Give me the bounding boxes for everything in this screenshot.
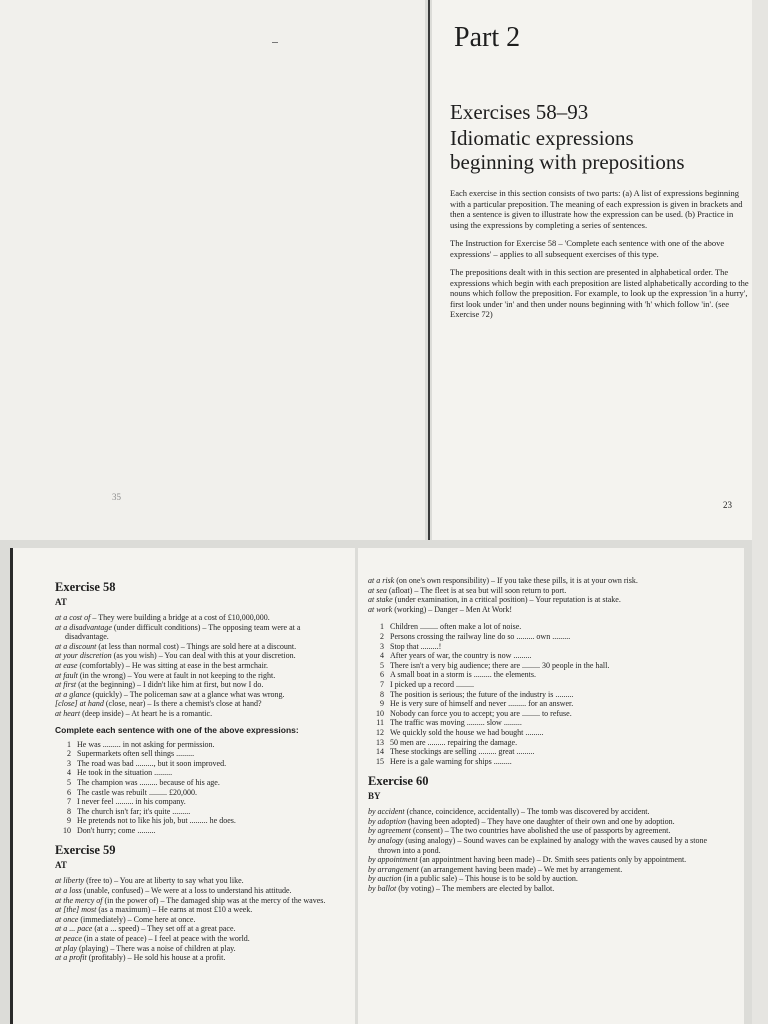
exercise-sentence xyxy=(368,632,708,642)
expression-definition: (on one's own responsibility) – If you take these pills, it is at your own risk. xyxy=(394,576,638,585)
exercise-range: Exercises 58–93 xyxy=(450,100,589,124)
expression-definition: (under difficult conditions) – The opposing team were at a disadvantage. xyxy=(65,622,301,642)
sentence-text: The church isn't far; it's quite ......... xyxy=(77,806,191,816)
expression-entry xyxy=(55,905,345,915)
expression-phrase: at heart xyxy=(55,708,81,718)
expression-definition: (unable, confused) – We were at a loss to understand his attitude. xyxy=(81,886,292,896)
expression-entry xyxy=(368,586,708,596)
expression-phrase: by ballot xyxy=(368,884,397,894)
expression-definition: (using analogy) – Sound waves can be explained by analogy with the waves caused by a stone thrown into a pond. xyxy=(378,836,708,855)
sentence-number: 8 xyxy=(67,806,71,816)
intro-paragraph-1: Each exercise in this section consists of two parts: (a) A list of expressions beginning with a particular preposition. The meaning of each expression is given in brackets and then a sentence is given to illustrate how the expression can be used. (b) Practice in using the expressions by completing a series of sentences. xyxy=(450,188,743,230)
sentence-text: He pretends not to like his job, but ......... he does. xyxy=(77,816,236,826)
sentence-text: The champion was ......... because of his age. xyxy=(77,777,220,787)
sentence-text: Persons crossing the railway line do so ......... own ......... xyxy=(390,631,571,641)
sentence-text: He was ......... in not asking for permission. xyxy=(77,739,215,749)
page-mark xyxy=(272,42,278,43)
sentence-number: 6 xyxy=(380,670,384,680)
expression-entry xyxy=(55,934,345,944)
expression-entry xyxy=(368,855,708,865)
expression-definition: (consent) – The two countries have abolished the use of passports by agreement. xyxy=(411,826,671,836)
sentence-number: 4 xyxy=(380,651,384,661)
sentence-number: 10 xyxy=(63,825,71,835)
exercise-sentence xyxy=(368,622,708,632)
expression-entry xyxy=(368,817,708,827)
sentence-text: Here is a gale warning for ships ......... xyxy=(390,756,512,766)
expression-entry xyxy=(368,826,708,836)
heading-line-2: beginning with prepositions xyxy=(450,150,685,174)
expression-phrase: by appointment xyxy=(368,855,418,865)
exercise-59-sentences xyxy=(368,622,708,766)
sentence-text: These stockings are selling ......... great ......... xyxy=(390,747,535,757)
sentence-number: 13 xyxy=(376,737,384,747)
expression-phrase: at a disadvantage xyxy=(55,622,112,632)
expression-entry xyxy=(55,896,345,906)
sentence-number: 9 xyxy=(67,816,71,826)
sentence-number: 3 xyxy=(380,641,384,651)
intro-text xyxy=(450,188,750,328)
exercise-58-preposition: AT xyxy=(55,597,67,607)
expression-definition: (in the power of) – The damaged ship was at the mercy of the waves. xyxy=(102,895,326,905)
sentence-number: 7 xyxy=(380,679,384,689)
expression-phrase: at play xyxy=(55,943,77,953)
exercise-sentence xyxy=(368,642,708,652)
expression-definition: (in a state of peace) – I feel at peace with the world. xyxy=(81,934,250,944)
heading-line-1: Idiomatic expressions xyxy=(450,126,634,150)
section-heading xyxy=(450,126,685,174)
exercise-58-instruction: Complete each sentence with one of the above expressions: xyxy=(55,724,299,735)
expression-phrase: at first xyxy=(55,680,77,690)
sentence-number: 8 xyxy=(380,689,384,699)
expression-phrase: at a risk xyxy=(368,576,395,585)
exercise-sentence xyxy=(55,768,345,778)
exercise-sentence xyxy=(55,816,345,826)
sentence-text: He is very sure of himself and never ......... for an answer. xyxy=(390,699,574,709)
sentence-number: 15 xyxy=(376,756,384,766)
expression-definition: (deep inside) – At heart he is a romantic. xyxy=(80,708,213,718)
exercise-sentence xyxy=(368,747,708,757)
expression-entry xyxy=(55,886,345,896)
intro-paragraph-2: The Instruction for Exercise 58 – 'Complete each sentence with one of the above expressions' – applies to all subsequent exercises of this type. xyxy=(450,238,725,259)
expression-entry xyxy=(55,661,345,671)
exercise-sentence xyxy=(368,690,708,700)
exercise-sentence xyxy=(55,788,345,798)
expression-entry xyxy=(55,613,345,623)
exercise-60-title: Exercise 60 xyxy=(368,774,429,789)
exercise-sentence xyxy=(55,740,345,750)
expression-definition: (chance, coincidence, accidentally) – The tomb was discovered by accident. xyxy=(404,807,650,817)
expression-phrase: at the mercy of xyxy=(55,895,103,905)
sentence-number: 10 xyxy=(376,708,384,718)
exercise-sentence xyxy=(55,778,345,788)
sentence-text: Children ......... often make a lot of noise. xyxy=(390,622,522,632)
exercise-page-right xyxy=(358,548,744,1024)
expression-entry xyxy=(368,874,708,884)
expression-entry xyxy=(368,576,708,586)
sentence-number: 2 xyxy=(380,631,384,641)
expression-definition: (playing) – There was a noise of children at play. xyxy=(77,943,236,953)
exercise-59-preposition: AT xyxy=(55,860,67,871)
exercise-sentence xyxy=(368,651,708,661)
sentence-text: There isn't a very big audience; there are ......... 30 people in the hall. xyxy=(390,660,610,670)
expression-phrase: by auction xyxy=(368,874,402,884)
expression-entry xyxy=(55,953,345,963)
expression-phrase: by agreement xyxy=(368,826,412,836)
expression-entry xyxy=(55,709,345,719)
expression-definition: (at a ... speed) – They set off at a great pace. xyxy=(92,924,236,934)
expression-phrase: at fault xyxy=(55,670,78,680)
expression-definition: (an arrangement having been made) – We met by arrangement. xyxy=(418,864,623,874)
expression-phrase: at a loss xyxy=(55,886,82,896)
sentence-text: I never feel ......... in his company. xyxy=(77,797,186,807)
sentence-text: 50 men are ......... repairing the damage. xyxy=(390,737,518,747)
expression-phrase: at a cost of xyxy=(55,613,91,622)
expression-definition: (profitably) – He sold his house at a profit. xyxy=(86,953,226,963)
expression-phrase: at work xyxy=(368,604,393,614)
expression-definition: (immediately) – Come here at once. xyxy=(78,914,196,924)
expression-definition: – They were building a bridge at a cost of £10,000,000. xyxy=(90,613,270,622)
sentence-text: Stop that .........! xyxy=(390,641,442,651)
expression-definition: (free to) – You are at liberty to say what you like. xyxy=(84,876,244,886)
expression-phrase: at your discretion xyxy=(55,651,112,661)
exercise-sentence xyxy=(55,826,345,836)
expression-phrase: at liberty xyxy=(55,876,85,886)
exercise-sentence xyxy=(368,718,708,728)
expression-phrase: at a profit xyxy=(55,953,87,963)
sentence-text: The position is serious; the future of the industry is ......... xyxy=(390,689,574,699)
expression-definition: (by voting) – The members are elected by ballot. xyxy=(396,884,555,894)
expression-definition: (under examination, in a critical position) – Your reputation is at stake. xyxy=(392,595,621,605)
part-title: Part 2 xyxy=(454,22,521,53)
sentence-number: 6 xyxy=(67,787,71,797)
sentence-number: 11 xyxy=(376,718,384,728)
expression-phrase: at sea xyxy=(368,585,387,595)
expression-phrase: at [the] most xyxy=(55,905,97,915)
exercise-59-expressions xyxy=(55,876,345,962)
exercise-58-expressions xyxy=(55,613,345,719)
exercise-59-title: Exercise 59 xyxy=(55,843,116,858)
expression-definition: (at the beginning) – I didn't like him at first, but now I do. xyxy=(76,680,264,690)
expression-definition: (in a public sale) – This house is to be sold by auction. xyxy=(401,874,578,884)
expression-definition: (quickly) – The policeman saw at a glance what was wrong. xyxy=(90,689,285,699)
intro-paragraph-3: The prepositions dealt with in this section are presented in alphabetical order. The expressions which begin with each preposition are listed alphabetically according to the nouns which follow the preposition. For example, to look up the expression 'in a hurry', first look under 'in' and then under nouns beginning with 'h' which follow 'in'. (see Exercise 72) xyxy=(450,267,749,319)
expression-phrase: by arrangement xyxy=(368,864,419,874)
sentence-text: We quickly sold the house we had bought ......... xyxy=(390,727,544,737)
expression-phrase: at a glance xyxy=(55,689,91,699)
expression-definition: (having been adopted) – They have one daughter of their own and one by adoption. xyxy=(406,816,675,826)
sentence-number: 5 xyxy=(67,777,71,787)
expression-entry xyxy=(55,642,345,652)
exercise-sentence xyxy=(55,807,345,817)
exercise-sentence xyxy=(368,699,708,709)
sentence-text: A small boat in a storm is ......... the elements. xyxy=(390,670,536,680)
sentence-number: 5 xyxy=(380,660,384,670)
exercise-sentence xyxy=(368,670,708,680)
exercise-page-left xyxy=(10,548,355,1024)
expression-phrase: at peace xyxy=(55,934,82,944)
page-number: 23 xyxy=(723,500,732,510)
expression-entry xyxy=(55,651,345,661)
exercise-sentence xyxy=(368,757,708,767)
exercise-60-preposition: BY xyxy=(368,791,381,802)
expression-definition: (close, near) – Is there a chemist's close at hand? xyxy=(103,699,262,709)
expression-entry xyxy=(55,690,345,700)
exercise-sentence xyxy=(55,749,345,759)
expression-definition: (as you wish) – You can deal with this at your discretion. xyxy=(111,651,296,661)
expression-definition: (working) – Danger – Men At Work! xyxy=(392,604,513,614)
sentence-number: 14 xyxy=(376,747,384,757)
expression-phrase: at a ... pace xyxy=(55,924,93,934)
expression-entry xyxy=(55,915,345,925)
expression-definition: (as a maximum) – He earns at most £10 a week. xyxy=(96,905,253,915)
exercise-sentence xyxy=(368,661,708,671)
exercise-column-left xyxy=(55,580,345,963)
expression-entry xyxy=(368,865,708,875)
exercise-sentence xyxy=(368,709,708,719)
exercise-sentence xyxy=(55,797,345,807)
expression-entry xyxy=(55,671,345,681)
exercise-sentence xyxy=(368,728,708,738)
sentence-text: I picked up a record ......... xyxy=(390,679,474,689)
sentence-number: 1 xyxy=(380,622,384,632)
expression-entry xyxy=(368,884,708,894)
sentence-number: 12 xyxy=(376,727,384,737)
expression-entry xyxy=(368,605,708,615)
exercise-58-title: Exercise 58 xyxy=(55,580,116,594)
expression-phrase: at once xyxy=(55,914,79,924)
expression-definition: (afloat) – The fleet is at sea but will soon return to port. xyxy=(386,585,567,595)
sentence-text: Nobody can force you to accept; you are ......... to refuse. xyxy=(390,708,572,718)
exercise-column-right xyxy=(368,576,708,894)
exercise-sentence xyxy=(55,759,345,769)
sentence-number: 1 xyxy=(67,739,71,749)
expression-entry xyxy=(368,807,708,817)
expression-phrase: by accident xyxy=(368,807,405,817)
exercise-sentence xyxy=(368,738,708,748)
part-intro-page xyxy=(432,0,752,540)
expression-entry xyxy=(55,623,345,642)
sentence-text: The road was bad ........., but it soon improved. xyxy=(77,758,227,768)
sentence-text: Don't hurry; come ......... xyxy=(77,825,156,835)
sentence-number: 9 xyxy=(380,699,384,709)
sentence-text: He took in the situation ......... xyxy=(77,768,173,778)
sentence-number: 4 xyxy=(67,768,71,778)
exercise-59-expressions-continued xyxy=(368,576,708,614)
blank-facing-page xyxy=(0,0,425,540)
expression-definition: (an appointment having been made) – Dr. Smith sees patients only by appointment. xyxy=(417,855,687,865)
expression-entry xyxy=(55,680,345,690)
expression-phrase: by adoption xyxy=(368,816,406,826)
expression-phrase: at a discount xyxy=(55,641,97,651)
exercise-sentence xyxy=(368,680,708,690)
sentence-number: 7 xyxy=(67,797,71,807)
sentence-number: 3 xyxy=(67,758,71,768)
expression-entry xyxy=(55,924,345,934)
sentence-text: The traffic was moving ......... slow ......... xyxy=(390,718,522,728)
expression-phrase: [close] at hand xyxy=(55,699,104,709)
expression-phrase: at ease xyxy=(55,660,78,670)
expression-definition: (comfortably) – He was sitting at ease in the best armchair. xyxy=(77,660,269,670)
exercise-58-sentences xyxy=(55,740,345,836)
expression-definition: (at less than normal cost) – Things are sold here at a discount. xyxy=(96,641,297,651)
sentence-number: 2 xyxy=(67,749,71,759)
expression-phrase: at stake xyxy=(368,595,393,605)
expression-entry xyxy=(55,699,345,709)
sentence-text: Supermarkets often sell things ......... xyxy=(77,749,195,759)
book-gutter xyxy=(428,0,430,540)
scan-edge xyxy=(752,0,768,1024)
expression-entry xyxy=(55,944,345,954)
expression-definition: (in the wrong) – You were at fault in not keeping to the right. xyxy=(77,670,276,680)
expression-entry xyxy=(368,836,708,855)
margin-number: 35 xyxy=(112,492,121,502)
exercise-60-expressions xyxy=(368,807,708,893)
sentence-text: After years of war, the country is now ......... xyxy=(390,651,532,661)
expression-entry xyxy=(55,876,345,886)
sentence-text: The castle was rebuilt ......... £20,000. xyxy=(77,787,197,797)
expression-phrase: by analogy xyxy=(368,836,404,846)
expression-entry xyxy=(368,595,708,605)
